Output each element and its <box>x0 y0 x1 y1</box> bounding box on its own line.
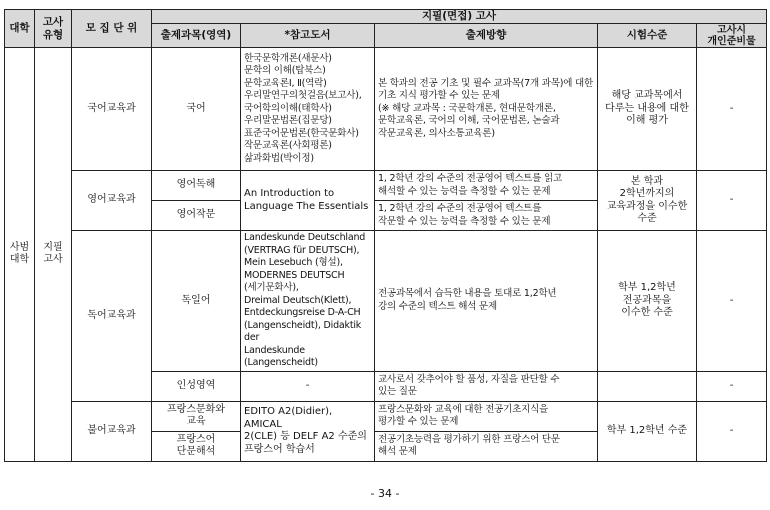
table-row <box>5 48 767 171</box>
direction-korean: 본 학과의 전공 기초 및 필수 교과목(7개 과목)에 대한 기초 지식 평가할 수 있는 문제 (※ 해당 교과목 : 국문학개론, 현대문학개론, 문학교육론, 국어의 이해, 국어문법론, 논술과 작문교육론, 의사소통교육론) <box>375 48 598 171</box>
header-books: *참고도서 <box>241 24 375 48</box>
unit-french: 불어교육과 <box>72 401 152 461</box>
subject-english-writing: 영어작문 <box>152 201 241 231</box>
prep-french: - <box>697 401 767 461</box>
prep-german: - <box>697 231 767 372</box>
books-character: - <box>241 371 375 401</box>
prep-english: - <box>697 171 767 231</box>
direction-french-culture: 프랑스문화와 교육에 대한 전공기초지식을 평가할 수 있는 문제 <box>375 401 598 431</box>
subject-french-culture: 프랑스문화와 교육 <box>152 401 241 431</box>
header-direction: 출제방향 <box>375 24 598 48</box>
exam-type-cell: 지필 고사 <box>35 48 72 462</box>
prep-character: - <box>697 371 767 401</box>
direction-english-writing: 1, 2학년 강의 수준의 전공영어 텍스트를 작문할 수 있는 능력을 측정할 수 있는 문제 <box>375 201 598 231</box>
unit-english: 영어교육과 <box>72 171 152 231</box>
header-prep: 고사시 개인준비물 <box>697 24 767 48</box>
subject-english-reading: 영어독해 <box>152 171 241 201</box>
header-exam-type: 고사 유형 <box>35 10 72 48</box>
table-row <box>5 171 767 201</box>
header-univ: 대학 <box>5 10 35 48</box>
subject-korean: 국어 <box>152 48 241 171</box>
books-korean: 한국문학개론(새문사) 문학의 이해(탑북스) 문학교육론Ⅰ, Ⅱ(역락) 우리말연구의첫걸음(보고사), 국어학의이해(태학사) 우리말문법론(집문당) 표준국어문법론(한국문화사) 작문교육론(사회평론) 삶과화법(박이정) <box>241 48 375 171</box>
univ-cell: 사범 대학 <box>5 48 35 462</box>
level-german: 학부 1,2학년 전공과목을 이수한 수준 <box>598 231 697 372</box>
books-english: An Introduction to Language The Essentials <box>241 171 375 231</box>
direction-german: 전공과목에서 습득한 내용을 토대로 1,2학년 강의 수준의 텍스트 해석 문제 <box>375 231 598 372</box>
prep-korean: - <box>697 48 767 171</box>
page-number: - 34 - <box>370 487 400 500</box>
subject-character: 인성영역 <box>152 371 241 401</box>
level-english: 본 학과 2학년까지의 교육과정을 이수한 수준 <box>598 171 697 231</box>
books-german: Landeskunde Deutschland (VERTRAG für DEUTSCH), Mein Lesebuch (형설), MODERNES DEUTSCH (세기문화사), Dreimal Deutsch(Klett), Entdeckungsreise D-A-CH (Langenscheidt), Didaktik der Landeskunde (Langenscheidt) <box>241 231 375 372</box>
header-subject: 출제과목(영역) <box>152 24 241 48</box>
level-french: 학부 1,2학년 수준 <box>598 401 697 461</box>
exam-table <box>4 9 767 462</box>
level-korean: 해당 교과목에서 다루는 내용에 대한 이해 평가 <box>598 48 697 171</box>
level-character <box>598 371 697 401</box>
books-french: EDITO A2(Didier), AMICAL 2(CLE) 등 DELF A2 수준의 프랑스어 학습서 <box>241 401 375 461</box>
table-row <box>5 231 767 372</box>
direction-french-translation: 전공기초능력을 평가하기 위한 프랑스어 단문 해석 문제 <box>375 431 598 461</box>
header-group: 지필(면접) 고사 <box>152 10 767 24</box>
direction-character: 교사로서 갖추어야 할 품성, 자질을 판단할 수 있는 질문 <box>375 371 598 401</box>
subject-french-translation: 프랑스어 단문해석 <box>152 431 241 461</box>
unit-korean: 국어교육과 <box>72 48 152 171</box>
table-row <box>5 401 767 431</box>
subject-german: 독일어 <box>152 231 241 372</box>
header-level: 시험수준 <box>598 24 697 48</box>
header-unit: 모 집 단 위 <box>72 10 152 48</box>
direction-english-reading: 1, 2학년 강의 수준의 전공영어 텍스트를 읽고 해석할 수 있는 능력을 측정할 수 있는 문제 <box>375 171 598 201</box>
unit-german: 독어교육과 <box>72 231 152 402</box>
